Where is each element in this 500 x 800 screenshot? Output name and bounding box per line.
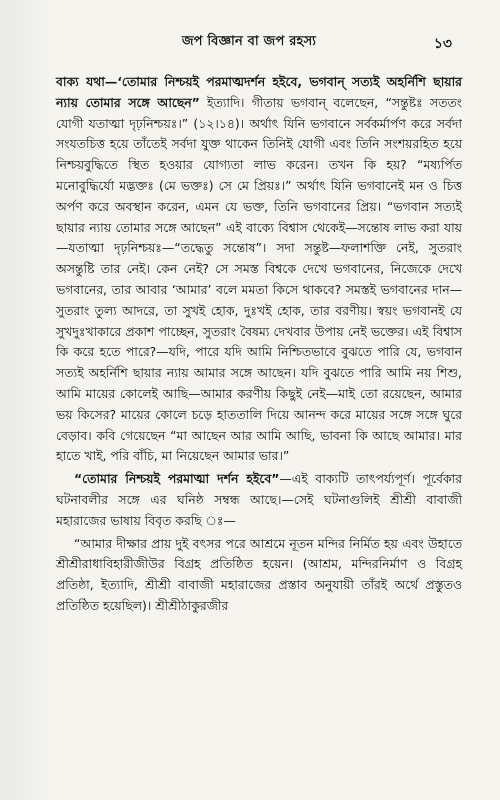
paragraph-2-text: —এই বাক্যটি তাৎপর্য্যপূর্ণ। পূর্বেকার ঘটনাবলীর সঙ্গে এর ঘনিষ্ঠ সম্বন্ধ আছে।—সেই ঘটনাগুলিই শ্রীশ্রী বাবাজী মহারাজের ভাষায় বিবৃত করছি ঃ— [56, 471, 462, 528]
paragraph-2-bold-lead: “তোমার নিশ্চয়ই পরমাত্মা দর্শন হইবে” [74, 471, 280, 487]
paragraph-1 [56, 72, 462, 467]
paragraph-3 [56, 534, 462, 617]
paragraph-2 [56, 469, 462, 531]
paragraph-1-text: ইত্যাদি। গীতায় ভগবান্ বলেছেন, “সন্তুষ্টঃ সততং যোগী যতাত্মা দৃঢ়নিশ্চয়ঃ।” (১২।১৪)। অর্থাৎ যিনি ভগবানে সর্বকর্মার্পণ করে সর্বদা সংযতচিত্ত হয়ে তাঁতেই সর্বদা যুক্ত থাকেন তিনিই যোগী এবং তিনি সংশয়রহিত হয়ে নিশ্চয়বুদ্ধিতে স্থিত হওয়ার যোগ্যতা লাভ করেন। তখন কি হয়? “মষ্যর্পিত মনোবুদ্ধির্যো মদ্ভক্তঃ (মে ভক্তঃ) সে মে প্রিয়ঃ।” অর্থাৎ যিনি ভগবানেই মন ও চিত্ত অর্পণ করে অবস্থান করেন, এমন যে ভক্ত, তিনি ভগবানের প্রিয়। “ভগবান সত্যই ছায়ার ন্যায় তোমার সঙ্গে আছেন” এই বাক্যে বিশ্বাস থেকেই—সন্তোষ লাভ করা যায়—যতাত্মা দৃঢ়নিশ্চয়ঃ—“তদ্ধেতু সন্তোষ”। সদা সন্তুষ্ট—ফলাশক্তি নেই, সুতরাং অসন্তুষ্টি তার নেই। কেন নেই? সে সমস্ত বিশ্বকে দেখে ভগবানের, নিজেকে দেখে ভগবানের, তার আবার ‘আমার’ বলে মমতা কিসে থাকবে? সমস্তই ভগবানের দান—সুতরাং তুল্য আদরে, তা সুখই হোক, দুঃখই হোক, তার বরণীয়। স্বয়ং ভগবানই যে সুখদুঃখাকারে প্রকাশ পাচ্ছেন, সুতরাং বৈষম্য দেখবার উপায় নেই ভক্তের। এই বিশ্বাস কি করে হতে পারে?—যদি, পারে যদি আমি নিশ্চিতভাবে বুঝতে পারি যে, ভগবান সত্যই অহর্নিশি ছায়ার ন্যায় আমার সঙ্গে আছেন। যদি বুঝতে পারি আমি নয় শিশু, আমি মায়ের কোলেই আছি—আমার করণীয় কিছুই নেই—মাই তো রয়েছেন, আমার ভয় কিসের? মায়ের কোলে চড়ে হাততালি দিয়ে আনন্দ করে মায়ের সঙ্গে সঙ্গে ঘুরে বেড়াব। কবি গেয়েছেন “মা আছেন আর আমি আছি, ভাবনা কি আছে আমার। মার হাতে খাই, পরি বাঁচি, মা নিয়েছেন আমার ভার।” [56, 94, 463, 464]
running-header [46, 32, 452, 52]
paragraph-1-bold-lead: বাক্য যথা—‘তোমার নিশ্চয়ই পরমাত্মদর্শন হইবে, ভগবান্ সত্যই অহর্নিশি ছায়ার ন্যায় তোমার সঙ্গে আছেন” [56, 74, 462, 110]
page-edge-shadow [0, 0, 54, 800]
paragraph-3-text: “আমার দীক্ষার প্রায় দুই বৎসর পরে আশ্রমে নূতন মন্দির নির্মিত হয় এবং উহাতে শ্রীশ্রীরাধাবিহারীজীউর বিগ্রহ প্রতিষ্ঠিত হয়েন। (আশ্রম, মন্দিরনির্মাণ ও বিগ্রহ প্রতিষ্ঠা, ইত্যাদি, শ্রীশ্রী বাবাজী মহারাজের প্রস্তাব অনুযায়ী তাঁরই অর্থে প্রস্তুতও প্রতিষ্ঠিত হয়েছিল)। শ্রীশ্রীঠাকুরজীর [56, 535, 462, 613]
header-title: জপ বিজ্ঞান বা জপ রহস্য [181, 34, 317, 49]
page-number: ১৩ [433, 36, 452, 52]
body-text [56, 72, 462, 617]
